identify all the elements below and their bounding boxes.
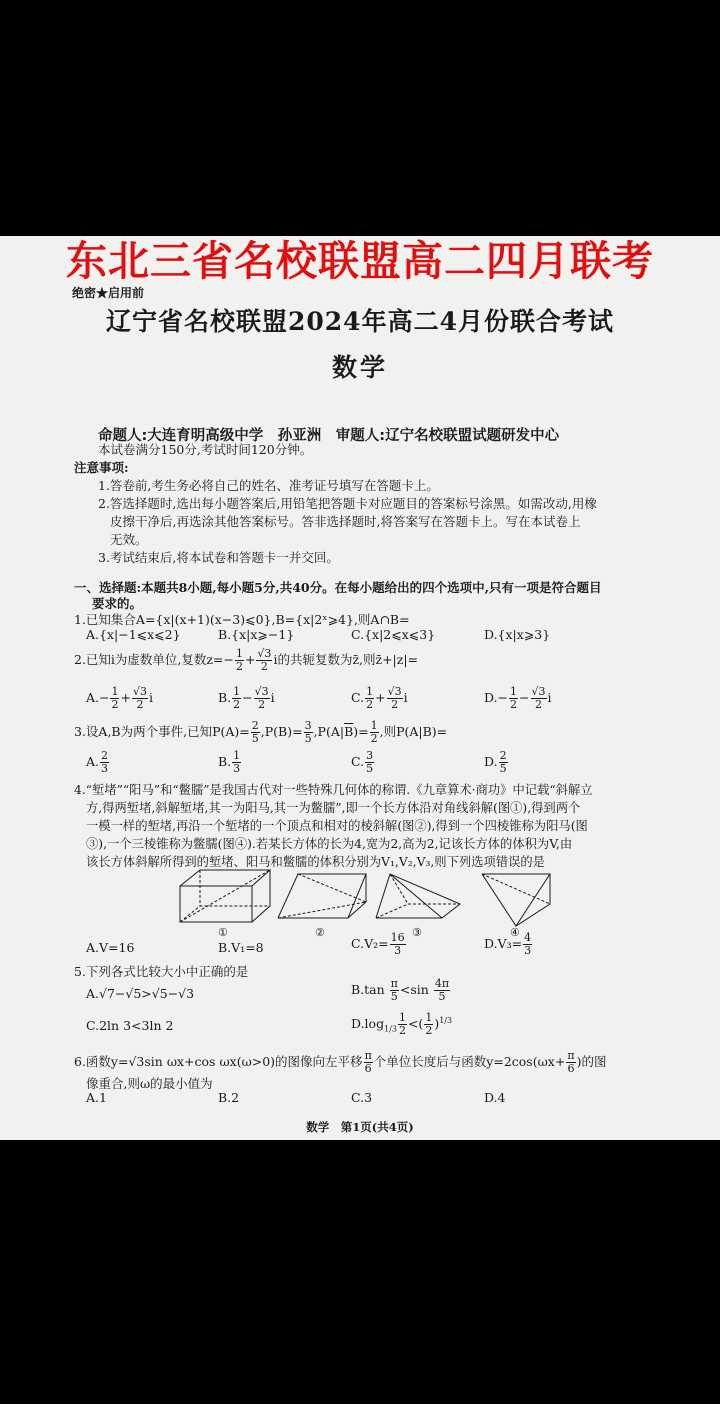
option-prefix: D.V₃= (484, 936, 523, 951)
fraction (235, 648, 244, 673)
q1-stem: 1.已知集合A={x|(x+1)(x−3)⩽0},B={x|2ˣ⩾4},则A∩B= (74, 612, 410, 627)
page-footer: 数学 第1页(共4页) (306, 1120, 414, 1134)
denominator: 6 (567, 1062, 575, 1075)
section-heading (74, 578, 601, 596)
denominator: 2 (233, 698, 241, 711)
fraction (232, 686, 241, 711)
fraction (434, 978, 450, 1003)
option-prefix: C. (351, 754, 365, 769)
section-heading-bold: 一、选择题:本题共8小题,每小题5分,共40分。 (74, 580, 335, 595)
fraction (132, 686, 148, 711)
numerator: 1 (366, 685, 374, 698)
q4-line: 方,得两堑堵,斜解堑堵,其一为阳马,其一为鳖臑”,即一个长方体沿对角线斜解(图①),得到两个 (86, 801, 581, 815)
numerator: 2 (101, 749, 109, 762)
exam-title: 辽宁省名校联盟2024年高二4月份联合考试 (106, 307, 614, 336)
fraction (364, 1050, 373, 1075)
q3-stem-a: 3.设A,B为两个事件,已知P(A)= (74, 724, 250, 739)
numerator: 1 (233, 749, 241, 762)
q4-option-c (351, 932, 407, 957)
numerator: 1 (398, 1011, 406, 1024)
numerator: π (364, 1049, 372, 1062)
intro-text: 本试卷满分150分,考试时间120分钟。 (98, 442, 313, 457)
secret-label: 绝密★启用前 (72, 286, 145, 300)
q3-stem (74, 720, 447, 745)
q3-option-d (484, 750, 509, 775)
less-sin: <sin (399, 982, 429, 997)
q6-option-d: D.4 (484, 1090, 506, 1105)
q2-stem-a: 2.已知i为虚数单位,复数z=− (74, 652, 234, 667)
section-heading-rest: 在每小题给出的四个选项中,只有一项是符合题目 (334, 580, 602, 595)
fraction (531, 686, 547, 711)
numerator: 16 (390, 931, 405, 944)
denominator: 5 (438, 990, 446, 1003)
fraction (304, 720, 313, 745)
q6-stem-a: 6.函数y=√3sin ωx+cos ωx(ω>0)的图像向左平移 (74, 1054, 363, 1069)
numerator: √3 (387, 685, 402, 698)
q1-option-a: A.{x|−1⩽x⩽2} (86, 627, 181, 642)
numerator: 1 (233, 685, 241, 698)
numerator: √3 (254, 685, 269, 698)
denominator: 2 (370, 732, 378, 745)
fraction (365, 686, 374, 711)
numerator: 3 (366, 749, 374, 762)
option-prefix: B. (218, 754, 232, 769)
imag-unit: i (148, 690, 153, 705)
numerator: 1 (370, 719, 378, 732)
denominator: 6 (364, 1062, 372, 1075)
numerator: 2 (499, 749, 507, 762)
cuboid-figure (180, 870, 270, 922)
subject-title: 数学 (331, 353, 388, 382)
fraction (256, 648, 272, 673)
denominator: 2 (111, 698, 119, 711)
denominator: 3 (233, 762, 241, 775)
option-prefix: C. (351, 690, 365, 705)
denominator: 3 (101, 762, 109, 775)
denominator: 2 (510, 698, 518, 711)
fraction (424, 1012, 433, 1037)
option-prefix: B.tan (351, 982, 385, 997)
note-line: 皮擦干净后,再选涂其他答案标号。答非选择题时,将答案写在答题卡上。写在本试卷上 (110, 514, 581, 529)
q6-option-c: C.3 (351, 1090, 373, 1105)
notes-title: 注意事项: (74, 460, 129, 475)
option-prefix: C.V₂= (351, 936, 389, 951)
q2-stem-b: 的共轭复数为z̄,则z̄+|z|= (277, 652, 419, 667)
denominator: 2 (136, 698, 144, 711)
q5-option-d (351, 1012, 452, 1037)
fraction (251, 720, 260, 745)
solid-figures (170, 868, 560, 938)
fraction (100, 750, 109, 775)
option-prefix: D. (484, 754, 498, 769)
q3-stem-b: ,P(B)= (260, 724, 303, 739)
q5-stem: 5.下列各式比较大小中正确的是 (74, 964, 249, 979)
note-line: 无效。 (110, 532, 148, 547)
numerator: 1 (510, 685, 518, 698)
denominator: 5 (390, 990, 398, 1003)
q6-stem-c: )的图 (576, 1054, 607, 1069)
denominator: 5 (304, 732, 312, 745)
note-line: 1.答卷前,考生务必将自己的姓名、准考证号填写在答题卡上。 (98, 478, 439, 493)
numerator: √3 (132, 685, 147, 698)
q2-option-b: B. $\frac{1}{2}$ − $\frac{√3}{2}$ i (218, 685, 275, 711)
fraction (390, 932, 406, 957)
bienao-figure (482, 874, 550, 926)
q5-option-b (351, 978, 451, 1003)
q2-option-c: C. $\frac{1}{2}$ + $\frac{√3}{2}$ i (351, 685, 408, 711)
q5-option-a: A.√7−√5>√5−√3 (86, 986, 195, 1001)
denominator: 2 (425, 1024, 433, 1037)
section-heading-cont: 要求的。 (92, 596, 143, 611)
q1-option-b: B.{x|x⩾−1} (218, 627, 295, 642)
denominator: 2 (260, 660, 268, 673)
banner-title: 东北三省名校联盟高二四月联考 (66, 237, 654, 285)
denominator: 2 (535, 698, 543, 711)
authors-line: 命题人:大连育明高级中学 孙亚洲 审题人:辽宁名校联盟试题研发中心 (98, 428, 560, 444)
q2-option-d: D.− $\frac{1}{2}$ − $\frac{√3}{2}$ i (484, 685, 552, 711)
denominator: 5 (499, 762, 507, 775)
q3-option-b (218, 750, 242, 775)
note-line: 2.答选择题时,选出每小题答案后,用铅笔把答题卡对应题目的答案标号涂黑。如需改动,用橡 (98, 496, 597, 511)
fraction (365, 750, 374, 775)
q2-option-a: A.− $\frac{1}{2}$ + $\frac{√3}{2}$ i (86, 685, 153, 711)
log-base: 1/3 (384, 1024, 397, 1034)
q4-option-a: A.V=16 (86, 940, 135, 955)
option-prefix: A. (86, 754, 100, 769)
b-complement: $\overline{B}$ (344, 724, 354, 739)
q6-stem (74, 1050, 606, 1075)
fraction (499, 750, 508, 775)
numerator: 3 (304, 719, 312, 732)
imag-unit: i (547, 690, 552, 705)
numerator: √3 (531, 685, 546, 698)
option-prefix: D.log (351, 1016, 385, 1031)
figure-label-3: ③ (412, 926, 422, 939)
fraction (398, 1012, 407, 1037)
numerator: 4 (524, 931, 532, 944)
numerator: π (567, 1049, 575, 1062)
option-prefix: A.− (86, 690, 110, 705)
denominator: 5 (251, 732, 259, 745)
q5-option-c: C.2ln 3<3ln 2 (86, 1018, 174, 1033)
q2-stem: 2.已知i为虚数单位,复数z=− $\frac{1}{2}$ + $\frac{√3}{2}$ i的共轭复数为z̄,则z̄+|z|= (74, 647, 419, 673)
q6-option-a: A.1 (86, 1090, 107, 1105)
numerator: 4π (434, 977, 450, 990)
fraction (370, 720, 379, 745)
q6-option-b: B.2 (218, 1090, 240, 1105)
q1-option-d: D.{x|x⩾3} (484, 627, 551, 642)
q3-stem-d: )= (353, 724, 369, 739)
option-prefix: D.− (484, 690, 509, 705)
q3-option-c (351, 750, 375, 775)
numerator: √3 (257, 647, 272, 660)
imag-unit: i (403, 690, 408, 705)
exponent: 1/3 (439, 1015, 453, 1025)
q4-line: ③),一个三棱锥称为鳖臑(图④).若某长方体的长为4,宽为2,高为2,记该长方体的体积为V,由 (86, 837, 573, 851)
option-prefix: B. (218, 690, 232, 705)
q6-stem-b: 个单位长度后与函数y=2cos(ωx+ (373, 1054, 566, 1069)
imag-unit: i (270, 690, 275, 705)
q6-line2: 像重合,则ω的最小值为 (86, 1076, 213, 1091)
q4-option-d (484, 932, 533, 957)
fraction (232, 750, 241, 775)
less-paren: <( (407, 1016, 424, 1031)
note-line: 3.考试结束后,将本试卷和答题卡一并交回。 (98, 550, 339, 565)
fraction (523, 932, 532, 957)
figure-label-4: ④ (510, 926, 520, 939)
denominator: 3 (524, 944, 532, 957)
denominator: 2 (366, 698, 374, 711)
q4-line: 该长方体斜解所得到的堑堵、阳马和鳖臑的体积分别为V₁,V₂,V₃,则下列选项错误的是 (86, 855, 545, 869)
q1-option-c: C.{x|2⩽x⩽3} (351, 627, 436, 642)
denominator: 3 (394, 944, 402, 957)
fraction (509, 686, 518, 711)
figure-label-1: ① (218, 926, 228, 939)
q4-line: 4.“堑堵”“阳马”和“鳖臑”是我国古代对一些特殊几何体的称谓.《九章算术·商功》中记载“斜解立 (74, 783, 593, 797)
fraction (566, 1050, 575, 1075)
close-paren: ) (434, 1016, 440, 1031)
denominator: 2 (391, 698, 399, 711)
q3-stem-e: ,则P(A|B)= (379, 724, 448, 739)
fraction (390, 978, 399, 1003)
numerator: π (390, 977, 398, 990)
exam-paper (0, 236, 720, 1140)
denominator: 5 (366, 762, 374, 775)
numerator: 1 (235, 647, 243, 660)
imag-unit: i (273, 652, 278, 667)
yangma-figure (376, 874, 460, 918)
fraction (110, 686, 119, 711)
q3-option-a (86, 750, 110, 775)
figure-label-2: ② (315, 926, 325, 939)
qiandu-figure (278, 874, 366, 918)
numerator: 1 (111, 685, 119, 698)
denominator: 2 (235, 660, 243, 673)
numerator: 1 (425, 1011, 433, 1024)
numerator: 2 (251, 719, 259, 732)
q4-option-b: B.V₁=8 (218, 940, 264, 955)
q3-stem-c: ,P(A| (313, 724, 345, 739)
denominator: 2 (398, 1024, 406, 1037)
denominator: 2 (258, 698, 266, 711)
fraction (387, 686, 403, 711)
q4-line: 一模一样的堑堵,再沿一个堑堵的一个顶点和相对的棱斜解(图②),得到一个四棱锥称为阳马(图 (86, 819, 588, 833)
fraction (254, 686, 270, 711)
